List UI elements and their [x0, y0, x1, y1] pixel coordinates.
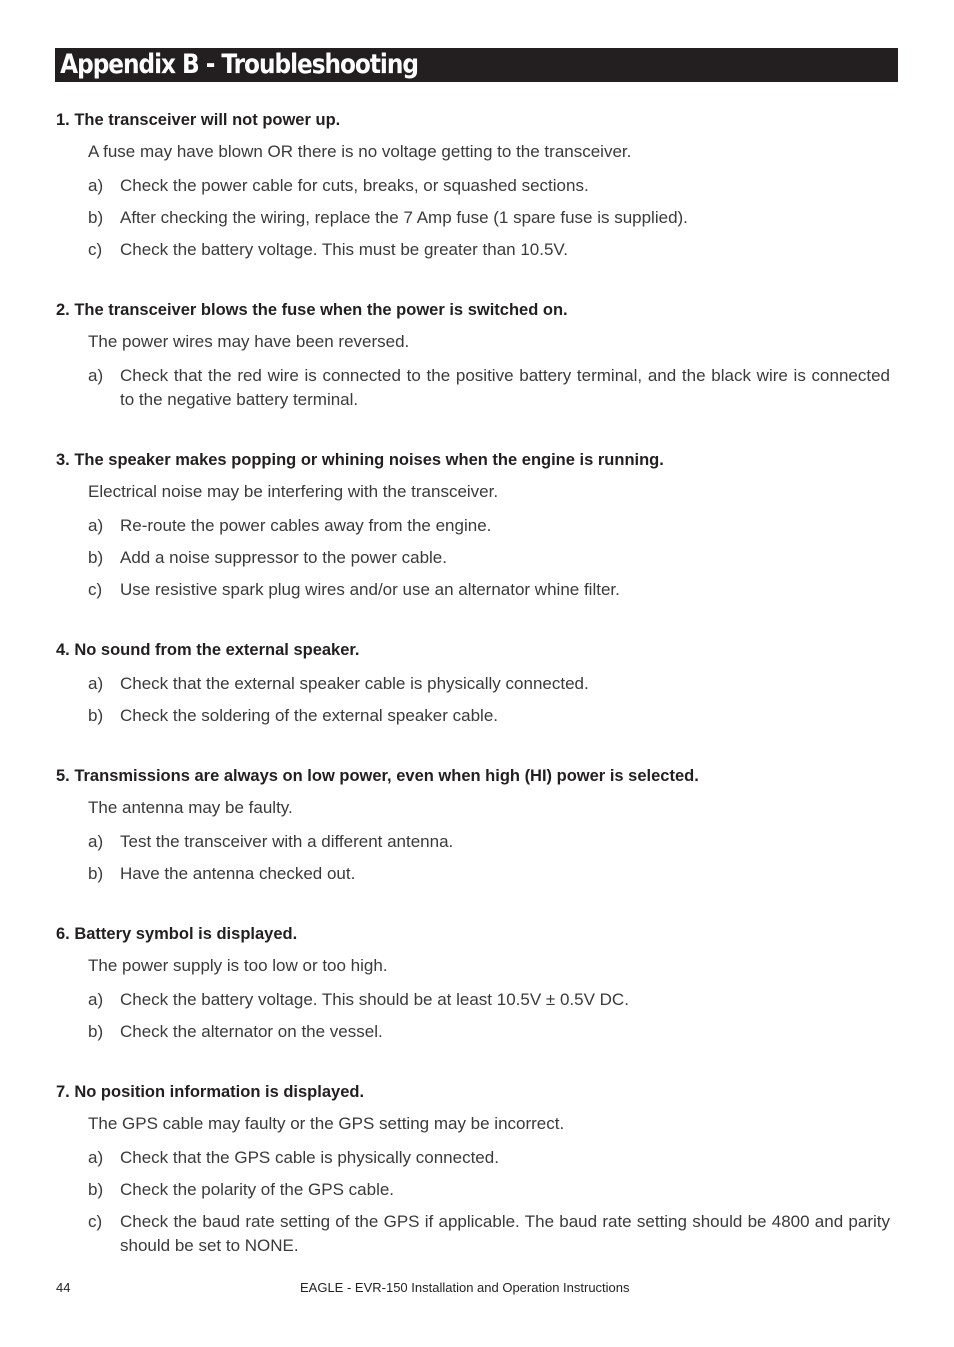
- list-item-text: Check that the red wire is connected to the positive battery terminal, and the black wire is connected to the negative battery terminal.: [120, 366, 890, 409]
- troubleshooting-section: [56, 640, 890, 728]
- list-item: [88, 1020, 890, 1044]
- list-marker: c): [88, 580, 103, 599]
- troubleshooting-section: [56, 450, 890, 602]
- list-item: [88, 830, 890, 854]
- list-item-text: Check the alternator on the vessel.: [120, 1022, 383, 1041]
- list-marker: a): [88, 1148, 104, 1167]
- list-item-text: Use resistive spark plug wires and/or use an alternator whine filter.: [120, 580, 620, 599]
- list-marker: b): [88, 864, 104, 883]
- list-marker: b): [88, 1022, 104, 1041]
- troubleshooting-section: [56, 766, 890, 886]
- list-marker: a): [88, 674, 104, 693]
- list-marker: b): [88, 548, 104, 567]
- list-item-text: Check the battery voltage. This must be greater than 10.5V.: [120, 240, 568, 259]
- section-heading: 5. Transmissions are always on low power, even when high (HI) power is selected.: [56, 767, 699, 785]
- list-item-text: Check the power cable for cuts, breaks, or squashed sections.: [120, 176, 589, 195]
- section-intro: The power supply is too low or too high.: [88, 956, 388, 975]
- troubleshooting-section: [56, 300, 890, 412]
- section-intro: The GPS cable may faulty or the GPS setting may be incorrect.: [88, 1114, 565, 1133]
- list-marker: a): [88, 176, 104, 195]
- list-item: [88, 546, 890, 570]
- list-item-text: Check the battery voltage. This should be at least 10.5V ± 0.5V DC.: [120, 990, 629, 1009]
- section-heading: 4. No sound from the external speaker.: [56, 641, 360, 659]
- list-item: [88, 988, 890, 1012]
- list-item-text: Have the antenna checked out.: [120, 864, 356, 883]
- list-item: [88, 1178, 890, 1202]
- page-number: 44: [56, 1280, 71, 1295]
- section-heading: 2. The transceiver blows the fuse when the power is switched on.: [56, 301, 568, 319]
- list-marker: b): [88, 1180, 104, 1199]
- list-item-text: Check the polarity of the GPS cable.: [120, 1180, 395, 1199]
- troubleshooting-content: [56, 110, 890, 1296]
- list-item: [88, 514, 890, 538]
- section-heading: 3. The speaker makes popping or whining noises when the engine is running.: [56, 451, 664, 469]
- list-marker: a): [88, 516, 104, 535]
- list-item: [88, 1146, 890, 1170]
- list-item-text: Check that the GPS cable is physically connected.: [120, 1148, 499, 1167]
- troubleshooting-section: [56, 924, 890, 1044]
- section-heading: 6. Battery symbol is displayed.: [56, 925, 298, 943]
- list-item: [88, 364, 890, 412]
- list-item: [88, 578, 890, 602]
- list-item: [88, 672, 890, 696]
- list-item: [88, 238, 890, 262]
- list-marker: b): [88, 706, 104, 725]
- list-item-text: Check that the external speaker cable is physically connected.: [120, 674, 589, 693]
- list-item: [88, 862, 890, 886]
- troubleshooting-section: [56, 1082, 890, 1258]
- list-item: [88, 704, 890, 728]
- list-item-text: Check the baud rate setting of the GPS if applicable. The baud rate setting should be 4800 and parity should be set to NONE.: [120, 1212, 890, 1255]
- section-heading: 1. The transceiver will not power up.: [56, 111, 341, 129]
- list-marker: a): [88, 832, 104, 851]
- list-item-text: Add a noise suppressor to the power cable.: [120, 548, 447, 567]
- list-marker: b): [88, 208, 104, 227]
- section-heading: 7. No position information is displayed.: [56, 1083, 365, 1101]
- list-item: [88, 1210, 890, 1258]
- section-intro: Electrical noise may be interfering with the transceiver.: [88, 482, 499, 501]
- troubleshooting-section: [56, 110, 890, 262]
- section-intro: A fuse may have blown OR there is no voltage getting to the transceiver.: [88, 142, 632, 161]
- list-item-text: Check the soldering of the external speaker cable.: [120, 706, 499, 725]
- section-intro: The antenna may be faulty.: [88, 798, 293, 817]
- list-item-text: Re-route the power cables away from the engine.: [120, 516, 492, 535]
- list-marker: a): [88, 366, 104, 385]
- list-marker: c): [88, 240, 103, 259]
- page-title: Appendix B - Troubleshooting: [60, 49, 418, 80]
- list-marker: c): [88, 1212, 103, 1231]
- list-item: [88, 174, 890, 198]
- list-item: [88, 206, 890, 230]
- list-item-text: After checking the wiring, replace the 7 Amp fuse (1 spare fuse is supplied).: [120, 208, 688, 227]
- title-banner: [55, 48, 898, 82]
- section-intro: The power wires may have been reversed.: [88, 332, 410, 351]
- document-title: EAGLE - EVR-150 Installation and Operation Instructions: [300, 1280, 630, 1295]
- list-marker: a): [88, 990, 104, 1009]
- list-item-text: Test the transceiver with a different antenna.: [120, 832, 454, 851]
